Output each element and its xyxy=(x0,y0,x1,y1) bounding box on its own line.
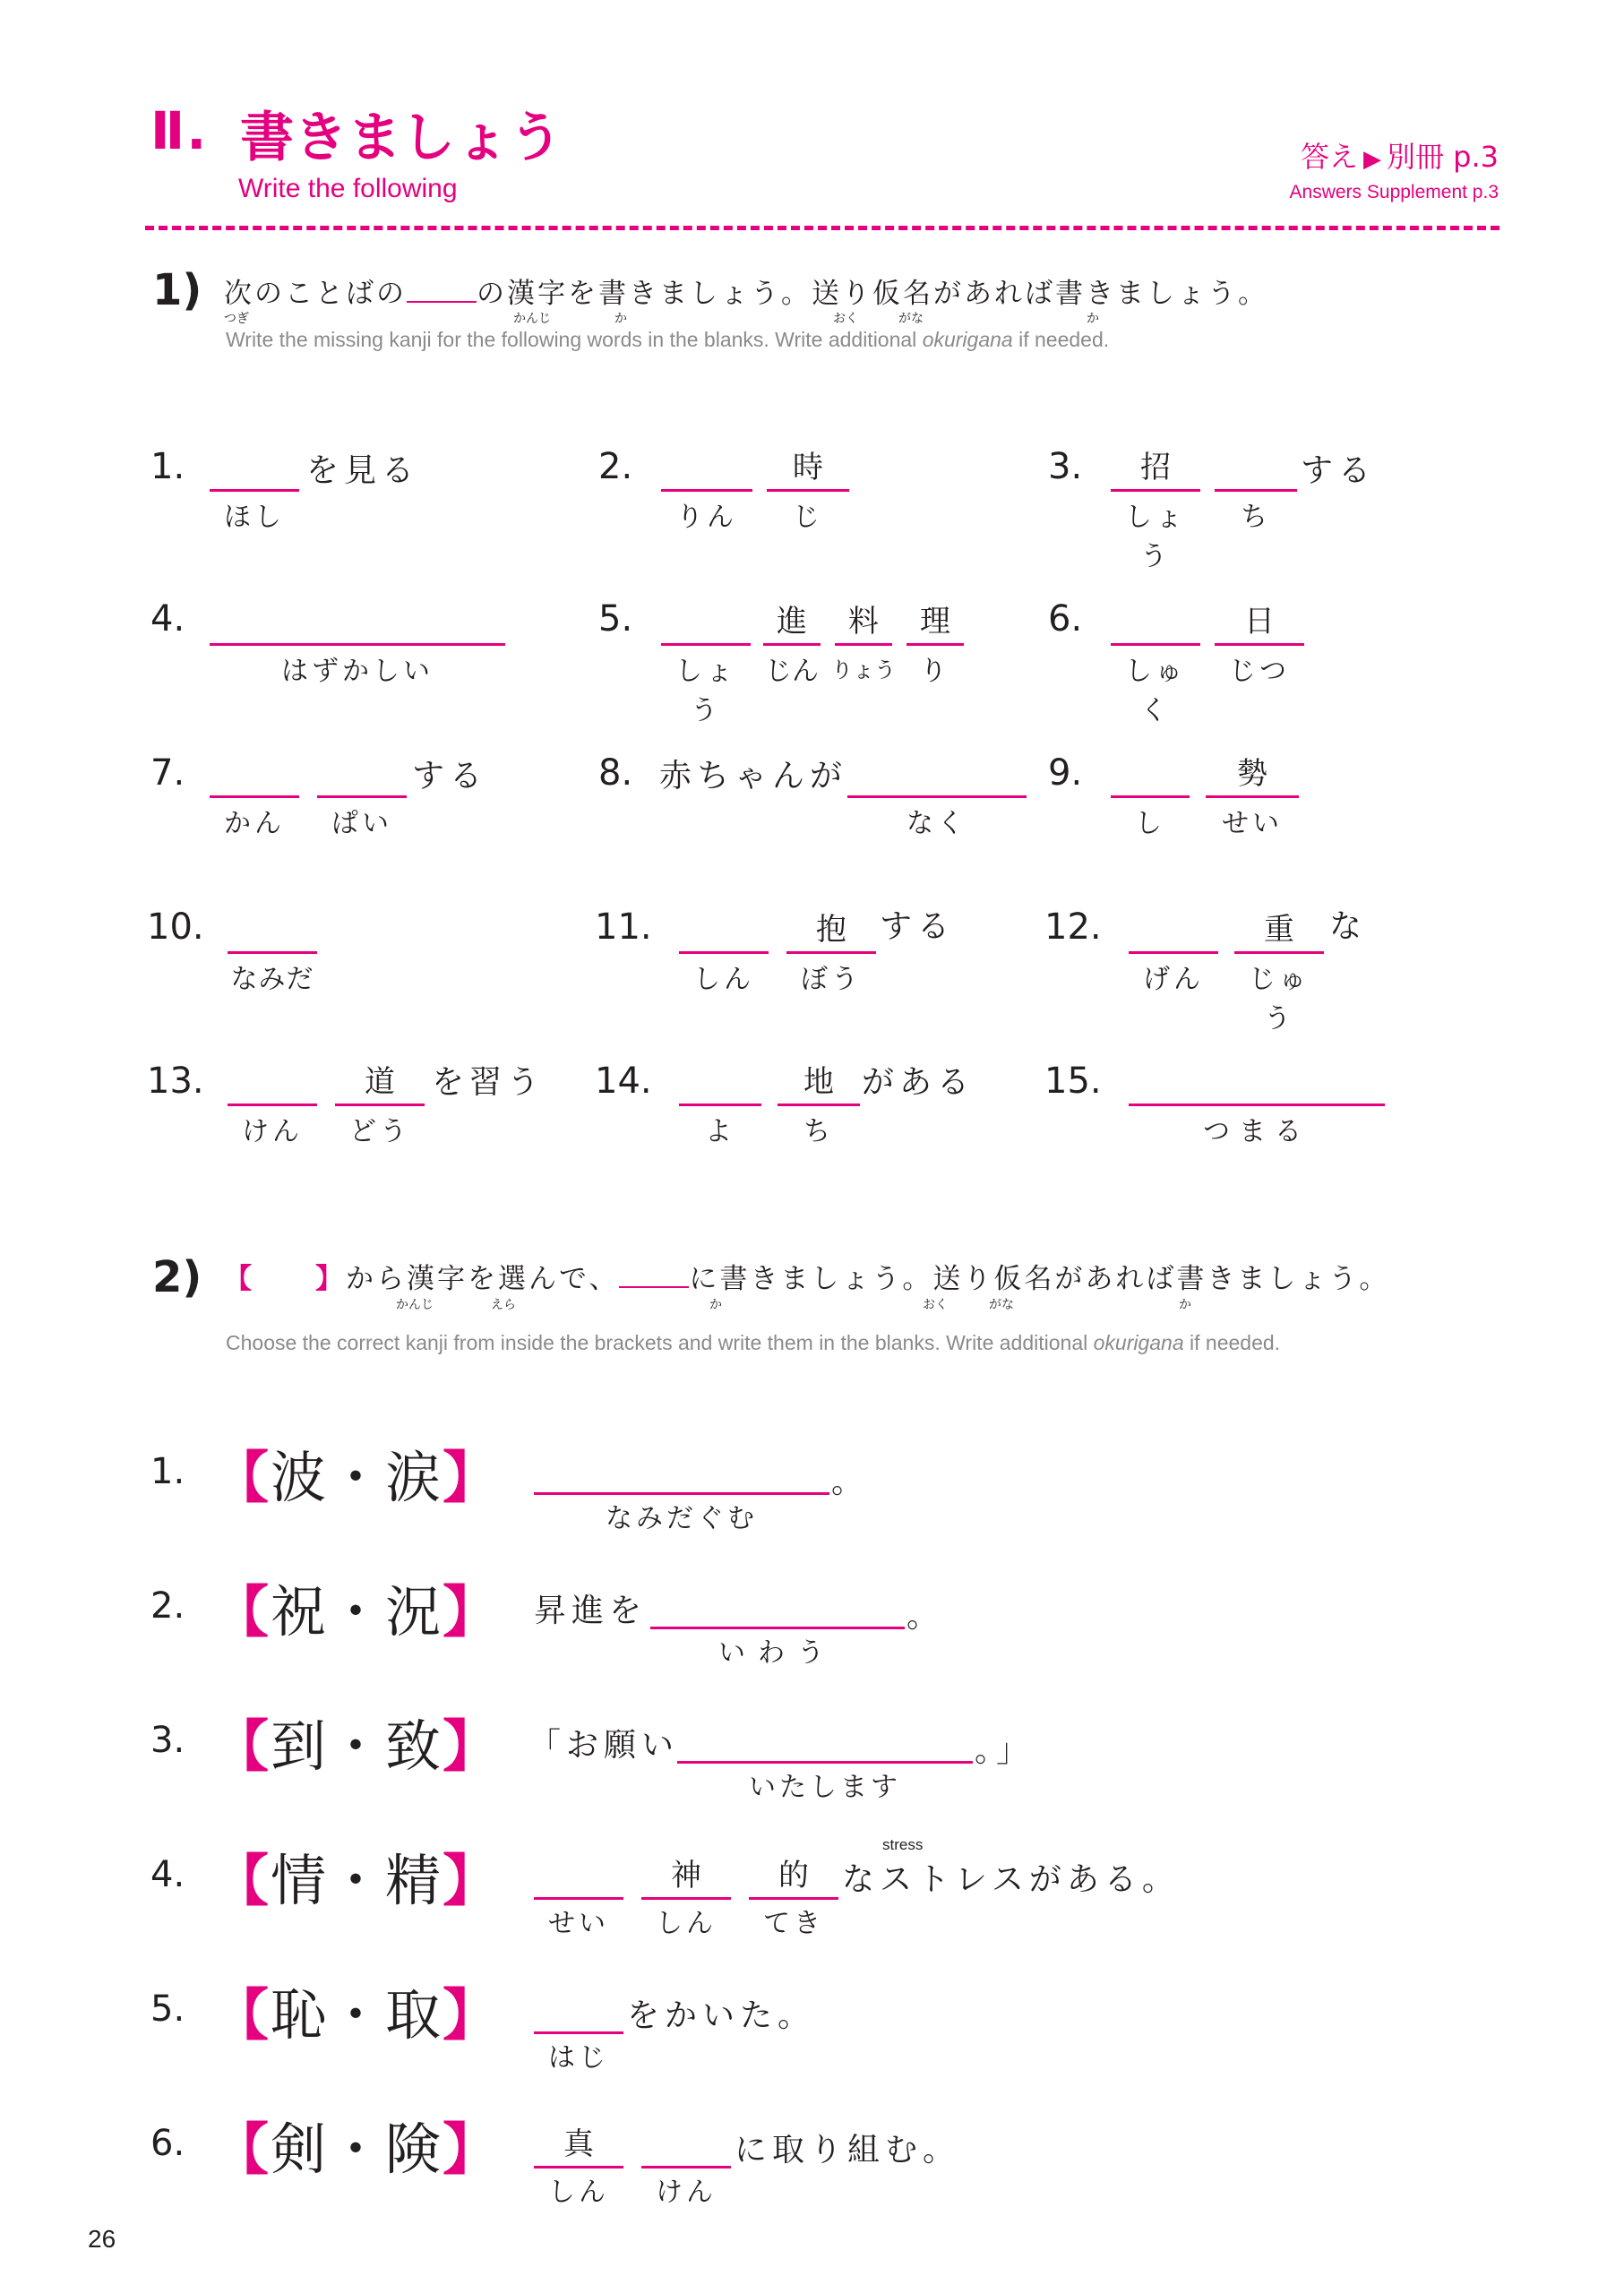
given-kanji: 進 xyxy=(763,602,821,646)
answer-blank[interactable] xyxy=(317,754,407,798)
reading-label: ぱい xyxy=(331,808,392,839)
part2-instruction: 【 】から漢字を選んで、 に書きましょう。送り仮名があれば書きましょう。 xyxy=(224,1263,1390,1295)
given-kanji: 時 xyxy=(767,448,849,492)
answer-blank[interactable] xyxy=(677,1720,973,1764)
answer-blank[interactable] xyxy=(534,1856,623,1900)
exercise1-item-number: 13. xyxy=(147,1061,204,1102)
arrow-right-icon: ▶ xyxy=(1362,146,1381,173)
reading-label: り xyxy=(920,656,950,687)
kanji-choice-bracket: 【祝・況】 xyxy=(213,1579,501,1645)
reading-label: いたします xyxy=(749,1772,901,1803)
item-text: を習う xyxy=(432,1064,546,1101)
ruby-gana: がな xyxy=(989,1298,1014,1312)
ruby-oku: おく xyxy=(923,1298,948,1312)
exercise1-item-number: 9. xyxy=(1048,752,1083,794)
answer-blank[interactable] xyxy=(210,602,505,646)
kanji-choice: 取 xyxy=(385,1982,443,2048)
kanji-choice: 険 xyxy=(385,2117,443,2182)
part2-number: 2) xyxy=(152,1252,202,1302)
exercise2-item-number: 2. xyxy=(150,1585,185,1627)
bracket-sample: 【 】 xyxy=(224,1263,346,1295)
item-text: する xyxy=(412,758,488,794)
answer-blank[interactable] xyxy=(679,1062,761,1106)
sentence-text: 昇進を xyxy=(534,1593,648,1629)
sentence-text: 。 xyxy=(907,1598,945,1635)
exercise1-item-number: 15. xyxy=(1044,1061,1102,1102)
sentence-text: なストレスがある。 xyxy=(842,1861,1180,1898)
given-kanji: 抱 xyxy=(786,910,876,954)
reading-label: どう xyxy=(349,1116,410,1147)
exercise1-item-number: 3. xyxy=(1048,446,1083,487)
part1-instruction-en: Write the missing kanji for the following words in the blanks. Write additional okurigana if needed. xyxy=(226,328,1110,351)
reading-label: いわう xyxy=(718,1637,837,1669)
kanji-choice-bracket: 【剣・険】 xyxy=(213,2117,501,2182)
exercise2-item-number: 4. xyxy=(150,1854,185,1895)
kanji-choice: 情 xyxy=(271,1848,329,1913)
ruby-ka: か xyxy=(1087,312,1099,326)
reading-label: つまる xyxy=(1203,1116,1310,1147)
ruby-kanji: かんじ xyxy=(396,1298,434,1312)
kanji-choice: 致 xyxy=(385,1713,443,1779)
ruby-ka: か xyxy=(1179,1298,1191,1312)
given-kanji: 的 xyxy=(749,1856,838,1900)
sentence-text: 。」 xyxy=(975,1732,1035,1769)
sentence-text: に取り組む。 xyxy=(735,2132,961,2168)
exercise1-item-number: 4. xyxy=(150,598,185,640)
reading-label: けん xyxy=(242,1116,303,1147)
reading-label: じん xyxy=(765,656,819,687)
kanji-choice: 涙 xyxy=(385,1445,443,1510)
answer-blank[interactable] xyxy=(210,754,299,798)
given-kanji: 料 xyxy=(835,602,892,646)
kanji-choice: 剣 xyxy=(271,2117,329,2182)
reading-label: しん xyxy=(548,2177,609,2208)
reading-label: りょう xyxy=(831,657,896,683)
reading-label: じゅう xyxy=(1249,964,1310,1035)
given-kanji: 地 xyxy=(778,1062,860,1106)
page-subtitle: Write the following xyxy=(238,174,458,203)
reading-label: げん xyxy=(1143,964,1204,995)
answers-label: 答え xyxy=(1300,140,1358,174)
blank-sample xyxy=(407,301,477,303)
answers-reference xyxy=(1301,134,1499,176)
given-kanji: 招 xyxy=(1111,448,1200,492)
ruby-kanji: かんじ xyxy=(513,312,551,326)
exercise2-item-number: 5. xyxy=(150,1988,185,2030)
reading-label: はずかしい xyxy=(281,656,434,687)
sentence-text: 。 xyxy=(831,1464,870,1500)
given-kanji: 勢 xyxy=(1206,754,1299,798)
exercise1-item-number: 11. xyxy=(595,906,652,948)
exercise1-item-number: 6. xyxy=(1048,598,1083,640)
answer-blank[interactable] xyxy=(228,1062,317,1106)
reading-label: はじ xyxy=(548,2042,609,2074)
page-number: 26 xyxy=(88,2225,116,2253)
answer-blank[interactable] xyxy=(679,910,769,954)
item-text: がある xyxy=(862,1064,975,1101)
reading-label: じ xyxy=(793,502,823,533)
answer-blank[interactable] xyxy=(210,448,299,492)
reading-label: けん xyxy=(656,2177,717,2208)
exercise1-item-number: 5. xyxy=(598,598,633,640)
answer-blank[interactable] xyxy=(534,1990,623,2034)
reading-label: なみだぐむ xyxy=(606,1503,758,1534)
given-kanji: 理 xyxy=(907,602,964,646)
sentence-text: をかいた。 xyxy=(627,1997,816,2034)
answer-blank[interactable] xyxy=(661,602,751,646)
answer-blank[interactable] xyxy=(1111,754,1190,798)
reading-label: しん xyxy=(656,1908,717,1939)
reading-label: てき xyxy=(763,1908,824,1939)
answer-blank[interactable] xyxy=(641,2125,731,2168)
reading-label: なみだ xyxy=(230,964,314,995)
kanji-choice: 到 xyxy=(271,1713,329,1779)
answer-blank[interactable] xyxy=(847,754,1027,798)
exercise1-item-number: 10. xyxy=(147,906,204,948)
kanji-choice-bracket: 【恥・取】 xyxy=(213,1982,501,2048)
exercise1-item-number: 1. xyxy=(150,446,185,487)
item-text: する xyxy=(880,908,956,945)
answer-blank[interactable] xyxy=(661,448,752,492)
reading-label: しゅく xyxy=(1125,656,1186,726)
reading-label: ぼう xyxy=(801,964,862,995)
exercise1-item-number: 8. xyxy=(598,752,633,794)
kanji-choice-bracket: 【到・致】 xyxy=(213,1713,501,1779)
exercise1-item-number: 2. xyxy=(598,446,633,487)
reading-label: せい xyxy=(1222,808,1283,839)
reading-label: しょう xyxy=(1125,502,1186,572)
ruby-tsugi: つぎ xyxy=(224,312,249,326)
reading-label: かん xyxy=(224,808,285,839)
page-title: 書きましょう xyxy=(240,107,563,169)
kanji-choice: 況 xyxy=(385,1579,443,1645)
ruby-ka: か xyxy=(709,1298,722,1312)
exercise2-item-number: 1. xyxy=(150,1451,185,1492)
given-kanji: 重 xyxy=(1234,910,1324,954)
kanji-choice: 恥 xyxy=(271,1982,329,2048)
exercise2-item-number: 6. xyxy=(150,2123,185,2164)
answer-blank[interactable] xyxy=(1129,1062,1385,1106)
answers-reference-en: Answers Supplement p.3 xyxy=(1289,182,1499,202)
answer-blank[interactable] xyxy=(228,910,317,954)
answer-blank[interactable] xyxy=(1129,910,1218,954)
kanji-choice: 波 xyxy=(271,1445,329,1510)
exercise2-item-number: 3. xyxy=(150,1720,185,1761)
part1-number: 1) xyxy=(152,265,202,315)
reading-label: よ xyxy=(705,1116,735,1147)
ruby-oku: おく xyxy=(833,312,858,326)
answer-blank[interactable] xyxy=(534,1451,829,1495)
ruby-era: えら xyxy=(491,1298,516,1312)
part2-instruction-en: Choose the correct kanji from inside the brackets and write them in the blanks. Write additional okurigana if needed. xyxy=(226,1331,1281,1354)
answer-blank[interactable] xyxy=(650,1585,905,1629)
blank-sample xyxy=(619,1286,689,1288)
answer-blank[interactable] xyxy=(1215,448,1297,492)
exercise1-item-number: 14. xyxy=(595,1061,652,1102)
reading-label: ち xyxy=(1241,502,1271,533)
item-text: 赤ちゃんが xyxy=(659,758,848,794)
reading-label: しょう xyxy=(675,656,736,726)
given-kanji: 真 xyxy=(534,2125,623,2168)
given-kanji: 道 xyxy=(335,1062,425,1106)
ruby-gana: がな xyxy=(898,312,924,326)
reading-label: せい xyxy=(548,1908,609,1939)
kanji-choice-bracket: 【波・涙】 xyxy=(213,1445,501,1510)
reading-label: しん xyxy=(693,964,754,995)
answer-blank[interactable] xyxy=(1111,602,1200,646)
item-text: する xyxy=(1301,452,1377,489)
answers-page-ref: 別冊 p.3 xyxy=(1386,140,1499,174)
exercise1-item-number: 12. xyxy=(1044,906,1102,948)
section-numeral: Ⅱ. xyxy=(150,100,209,161)
kanji-choice-bracket: 【情・精】 xyxy=(213,1848,501,1913)
item-text: な xyxy=(1329,908,1368,945)
dashed-divider xyxy=(145,226,1499,230)
item-text: を見る xyxy=(306,452,420,489)
reading-label: りん xyxy=(676,502,737,533)
kanji-choice: 精 xyxy=(385,1848,443,1913)
given-kanji: 神 xyxy=(641,1856,731,1900)
ruby-ka: か xyxy=(614,312,627,326)
exercise1-item-number: 7. xyxy=(150,752,185,794)
kanji-choice: 祝 xyxy=(271,1579,329,1645)
part1-instruction: 次のことばの の漢字を書きましょう。送り仮名があれば書きましょう。 xyxy=(224,278,1268,310)
reading-label: なく xyxy=(907,808,967,839)
given-kanji: 日 xyxy=(1215,602,1304,646)
reading-label: じつ xyxy=(1229,656,1290,687)
reading-label: し xyxy=(1135,808,1165,839)
sentence-text: 「お願い xyxy=(528,1727,680,1764)
stress-gloss: stress xyxy=(882,1836,924,1853)
reading-label: ほし xyxy=(224,502,285,533)
reading-label: ち xyxy=(803,1116,834,1147)
